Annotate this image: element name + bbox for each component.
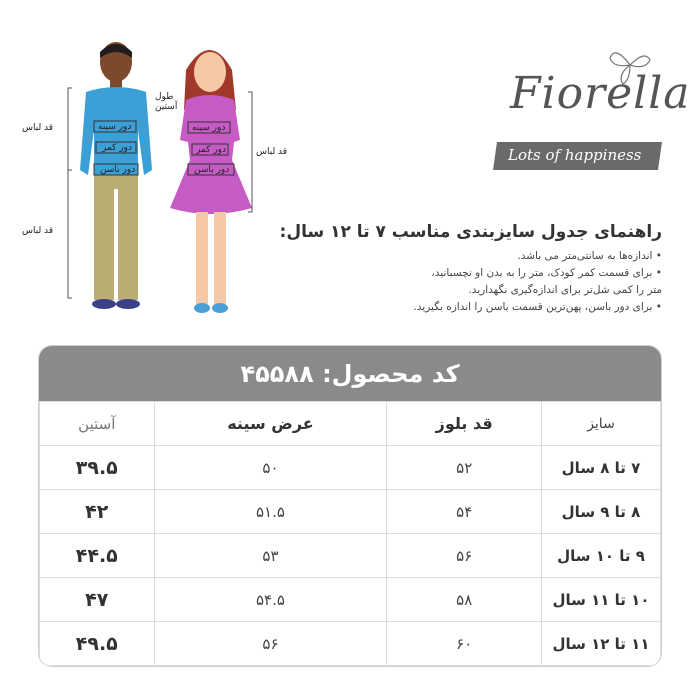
size-table-card xyxy=(38,345,662,667)
blouse-length-cell: ۵۶ xyxy=(387,534,542,578)
chest-width-cell: ۵۱.۵ xyxy=(154,490,387,534)
product-code-title: کد محصول: ۴۵۵۸۸ xyxy=(39,346,661,401)
blouse-length-cell: ۵۸ xyxy=(387,578,542,622)
size-cell: ۹ تا ۱۰ سال xyxy=(542,534,661,578)
size-cell: ۷ تا ۸ سال xyxy=(542,446,661,490)
chest-width-cell: ۵۳ xyxy=(154,534,387,578)
girl-chest-label: دور سینه xyxy=(192,123,226,133)
chest-width-cell: ۵۰ xyxy=(154,446,387,490)
boy-shirt-length-label: قد لباس xyxy=(22,123,54,133)
blouse-length-cell: ۵۴ xyxy=(387,490,542,534)
header-chest-width: عرض سینه xyxy=(154,402,387,446)
guide-line: • برای قسمت کمر کودک، متر را به بدن او نچسبانید، xyxy=(431,267,662,279)
sleeve-cell: ۴۴.۵ xyxy=(40,534,155,578)
table-header-row xyxy=(40,402,661,446)
size-guide xyxy=(262,222,662,316)
blouse-length-cell: ۶۰ xyxy=(387,622,542,666)
girl-figure xyxy=(170,50,252,313)
table-row xyxy=(40,490,661,534)
sleeve-cell: ۴۲ xyxy=(40,490,155,534)
guide-line: • برای دور باسن، پهن‌ترین قسمت باسن را اندازه بگیرید. xyxy=(413,301,662,313)
brand-logo xyxy=(490,30,691,190)
table-row xyxy=(40,446,661,490)
brand-tagline: Lots of happiness xyxy=(508,146,642,164)
sleeve-cell: ۳۹.۵ xyxy=(40,446,155,490)
size-table xyxy=(39,401,661,666)
girl-waist-label: دور کمر xyxy=(196,145,227,155)
header-blouse-length: قد بلوز xyxy=(387,402,542,446)
size-cell: ۱۱ تا ۱۲ سال xyxy=(542,622,661,666)
chest-width-cell: ۵۴.۵ xyxy=(154,578,387,622)
boy-figure xyxy=(80,42,152,309)
header-sleeve: آستین xyxy=(40,402,155,446)
sleeve-cell: ۴۷ xyxy=(40,578,155,622)
guide-line: متر را کمی شل‌تر برای اندازه‌گیری نگهدارید. xyxy=(468,284,662,296)
brand-name: Fiorella xyxy=(510,68,691,119)
boy-sleeve-label-1: طول xyxy=(155,92,174,102)
boy-waist-label: دور کمر xyxy=(102,143,133,153)
boy-chest-label: دور سینه xyxy=(98,122,132,132)
boy-sleeve-label-2: آستین xyxy=(155,102,178,112)
header-size: سایز xyxy=(542,402,661,446)
girl-hip-label: دور باسن xyxy=(194,165,230,175)
chest-width-cell: ۵۶ xyxy=(154,622,387,666)
blouse-length-cell: ۵۲ xyxy=(387,446,542,490)
guide-line: • اندازه‌ها به سانتی‌متر می باشد. xyxy=(517,250,662,262)
table-row xyxy=(40,622,661,666)
sleeve-cell: ۴۹.۵ xyxy=(40,622,155,666)
size-illustration xyxy=(20,30,290,330)
size-cell: ۱۰ تا ۱۱ سال xyxy=(542,578,661,622)
boy-pants-length-label: قد لباس xyxy=(22,226,54,236)
guide-heading: راهنمای جدول سایزبندی مناسب ۷ تا ۱۲ سال: xyxy=(279,222,662,242)
table-row xyxy=(40,578,661,622)
children-figures-image xyxy=(20,30,290,330)
size-cell: ۸ تا ۹ سال xyxy=(542,490,661,534)
girl-dress-length-label: قد لباس xyxy=(256,147,288,157)
boy-hip-label: دور باسن xyxy=(100,165,136,175)
table-row xyxy=(40,534,661,578)
